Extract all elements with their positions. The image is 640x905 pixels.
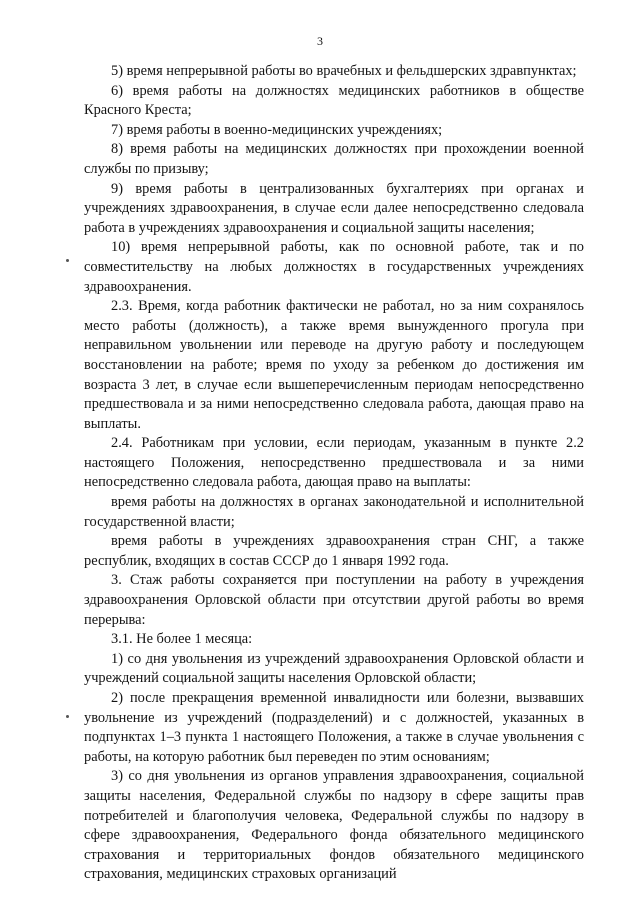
paragraph-item-9: 9) время работы в централизованных бухгалтериях при органах и учреждениях здравоохранения, в случае если далее непосредственно следовала работа в учреждениях здравоохранения и социальной защиты населения; — [84, 180, 584, 236]
paragraph-3-1: 3.1. Не более 1 месяца: — [111, 631, 253, 648]
paragraph-3: 3. Стаж работы сохраняется при поступлении на работу в учреждения здравоохранения Орловской области при отсутствии другой работы во время перерыва: — [84, 572, 584, 628]
page-number: 3 — [317, 34, 323, 48]
paragraph-3-1-item-1: 1) со дня увольнения из учреждений здравоохранения Орловской области и учреждений социальной защиты населения Орловской области; — [84, 650, 584, 687]
paragraph-3-1-item-2: 2) после прекращения временной инвалидности или болезни, вызвавших увольнение из учреждений (подразделений) и с должностей, указанных в подпунктах 1–3 пункта 1 настоящего Положения, а также в случае увольнения с работы, на которую работник был переведен по этим основаниям; — [84, 690, 584, 765]
paragraph-item-5: 5) время непрерывной работы во врачебных и фельдшерских здравпунктах; — [111, 63, 577, 79]
scan-margin-mark — [66, 259, 69, 262]
paragraph-item-6: 6) время работы на должностях медицинских работников в обществе Красного Креста; — [84, 82, 584, 119]
document-body — [84, 62, 584, 885]
paragraph-2-3: 2.3. Время, когда работник фактически не работал, но за ним сохранялось место работы (должность), а также время вынужденного прогула при неправильном увольнении или переводе на другую работу и последующем восстановлении на работе; время по уходу за ребенком до достижения им возраста 3 лет, в случае если вышеперечисленным периодам непосредственно предшествовала и за ними непосредственно следовала работа, дающая право на выплаты. — [84, 298, 584, 432]
paragraph-item-10: 10) время непрерывной работы, как по основной работе, так и по совместительству на любых должностях в государственных учреждениях здравоохранения. — [84, 239, 584, 295]
paragraph-cis-work: время работы в учреждениях здравоохранения стран СНГ, а также республик, входящих в состав СССР до 1 января 1992 года. — [84, 533, 584, 569]
paragraph-item-8: 8) время работы на медицинских должностях при прохождении военной службы по призыву; — [84, 141, 584, 177]
paragraph-legislative-work: время работы на должностях в органах законодательной и исполнительной государственной власти; — [84, 494, 584, 530]
paragraph-2-4: 2.4. Работникам при условии, если периодам, указанным в пункте 2.2 настоящего Положения, непосредственно предшествовала и за ними непосредственно следовала работа, дающая право на выплаты: — [84, 435, 584, 491]
paragraph-item-7: 7) время работы в военно-медицинских учреждениях; — [111, 121, 443, 138]
scan-margin-mark — [66, 715, 69, 718]
paragraph-3-1-item-3: 3) со дня увольнения из органов управления здравоохранения, социальной защиты населения, Федеральной службы по надзору в сфере защиты прав потребителей и благополучия человека, Федеральной службы по надзору в сфере здравоохранения, Федерального фонда обязательного медицинского страхования и территориальных фондов обязательного медицинского страхования, медицинских страховых организаций — [84, 768, 584, 883]
